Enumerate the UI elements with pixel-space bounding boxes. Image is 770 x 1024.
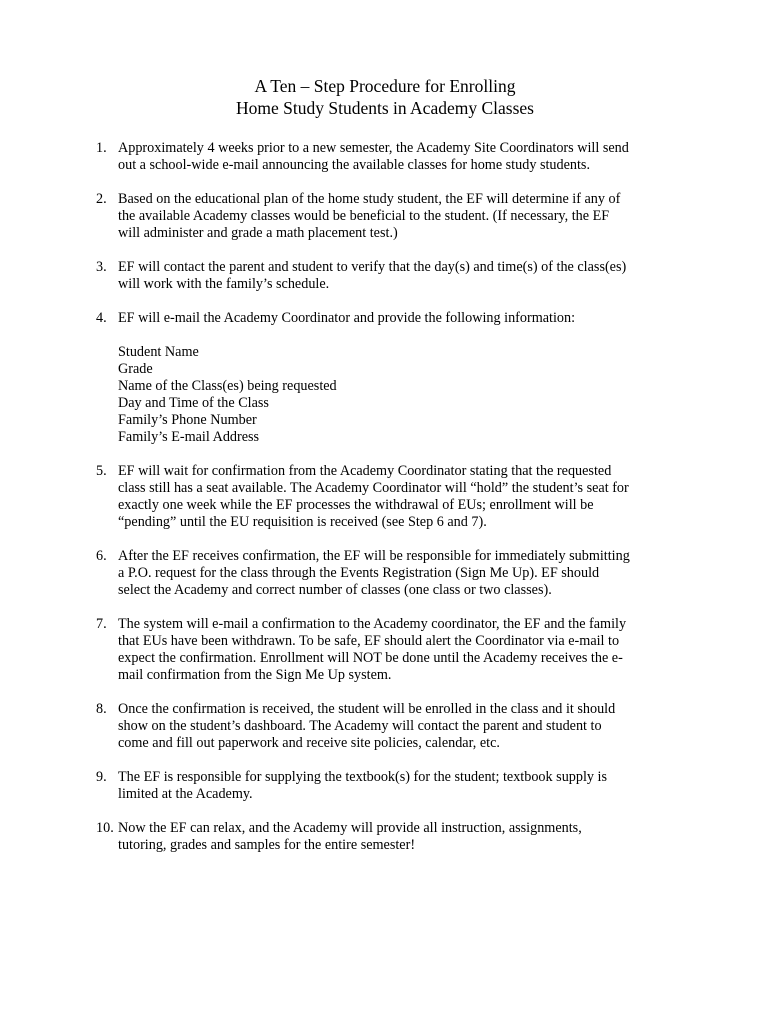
step-8 bbox=[96, 701, 706, 752]
step-text-line: will work with the family’s schedule. bbox=[118, 276, 330, 292]
step-number: 9. bbox=[96, 769, 107, 785]
title-line-1: A Ten – Step Procedure for Enrolling bbox=[254, 76, 516, 96]
step-text-line: EF will e-mail the Academy Coordinator and provide the following information: bbox=[118, 310, 576, 326]
step-text-line: Now the EF can relax, and the Academy will provide all instruction, assignments, bbox=[118, 820, 582, 836]
info-item: Grade bbox=[118, 361, 153, 377]
step-text-line: EF will contact the parent and student to verify that the day(s) and time(s) of the class(es) bbox=[118, 259, 627, 275]
step-5 bbox=[96, 463, 706, 531]
step-3 bbox=[96, 259, 706, 293]
step-text-line: that EUs have been withdrawn. To be safe, EF should alert the Coordinator via e-mail to bbox=[118, 633, 620, 649]
step-10 bbox=[96, 820, 706, 854]
step-text-line: select the Academy and correct number of classes (one class or two classes). bbox=[118, 582, 552, 598]
step-number: 1. bbox=[96, 140, 107, 156]
step-2 bbox=[96, 191, 706, 242]
step-number: 5. bbox=[96, 463, 107, 479]
step-text-line: Based on the educational plan of the home study student, the EF will determine if any of bbox=[118, 191, 621, 207]
step-number: 4. bbox=[96, 310, 107, 326]
info-item: Family’s Phone Number bbox=[118, 412, 257, 428]
info-item: Family’s E-mail Address bbox=[118, 429, 260, 445]
step-text-line: mail confirmation from the Sign Me Up system. bbox=[118, 667, 392, 683]
info-item: Name of the Class(es) being requested bbox=[118, 378, 337, 394]
step-text-line: exactly one week while the EF processes the withdrawal of EUs; enrollment will be bbox=[118, 497, 594, 513]
steps-list bbox=[96, 140, 706, 871]
step-text-line: come and fill out paperwork and receive site policies, calendar, etc. bbox=[118, 735, 500, 751]
step-number: 7. bbox=[96, 616, 107, 632]
step-text-line: After the EF receives confirmation, the EF will be responsible for immediately submitting bbox=[118, 548, 630, 564]
step-6 bbox=[96, 548, 706, 599]
step-text-line: will administer and grade a math placement test.) bbox=[118, 225, 398, 241]
step-text-line: Approximately 4 weeks prior to a new semester, the Academy Site Coordinators will send bbox=[118, 140, 629, 156]
step-text-line: out a school-wide e-mail announcing the available classes for home study students. bbox=[118, 157, 591, 173]
required-info-list bbox=[118, 344, 706, 446]
step-number: 10. bbox=[96, 820, 114, 836]
step-1 bbox=[96, 140, 706, 174]
step-text-line: “pending” until the EU requisition is received (see Step 6 and 7). bbox=[118, 514, 487, 530]
step-number: 8. bbox=[96, 701, 107, 717]
step-text-line: The EF is responsible for supplying the textbook(s) for the student; textbook supply is bbox=[118, 769, 608, 785]
step-text-line: The system will e-mail a confirmation to the Academy coordinator, the EF and the family bbox=[118, 616, 627, 632]
info-item: Day and Time of the Class bbox=[118, 395, 269, 411]
step-text-line: expect the confirmation. Enrollment will NOT be done until the Academy receives the e- bbox=[118, 650, 623, 666]
step-number: 3. bbox=[96, 259, 107, 275]
step-4 bbox=[96, 310, 706, 446]
step-text-line: the available Academy classes would be beneficial to the student. (If necessary, the EF bbox=[118, 208, 610, 224]
step-text-line: tutoring, grades and samples for the entire semester! bbox=[118, 837, 416, 853]
step-9 bbox=[96, 769, 706, 803]
step-text-line: show on the student’s dashboard. The Academy will contact the parent and student to bbox=[118, 718, 602, 734]
step-text-line: EF will wait for confirmation from the Academy Coordinator stating that the requested bbox=[118, 463, 612, 479]
step-text-line: Once the confirmation is received, the student will be enrolled in the class and it should bbox=[118, 701, 616, 717]
step-7 bbox=[96, 616, 706, 684]
info-item: Student Name bbox=[118, 344, 199, 360]
step-text-line: a P.O. request for the class through the Events Registration (Sign Me Up). EF should bbox=[118, 565, 600, 581]
document-title bbox=[0, 75, 770, 119]
title-line-2: Home Study Students in Academy Classes bbox=[236, 98, 534, 118]
step-text-line: class still has a seat available. The Academy Coordinator will “hold” the student’s seat for bbox=[118, 480, 629, 496]
step-text-line: limited at the Academy. bbox=[118, 786, 253, 802]
step-number: 6. bbox=[96, 548, 107, 564]
step-number: 2. bbox=[96, 191, 107, 207]
